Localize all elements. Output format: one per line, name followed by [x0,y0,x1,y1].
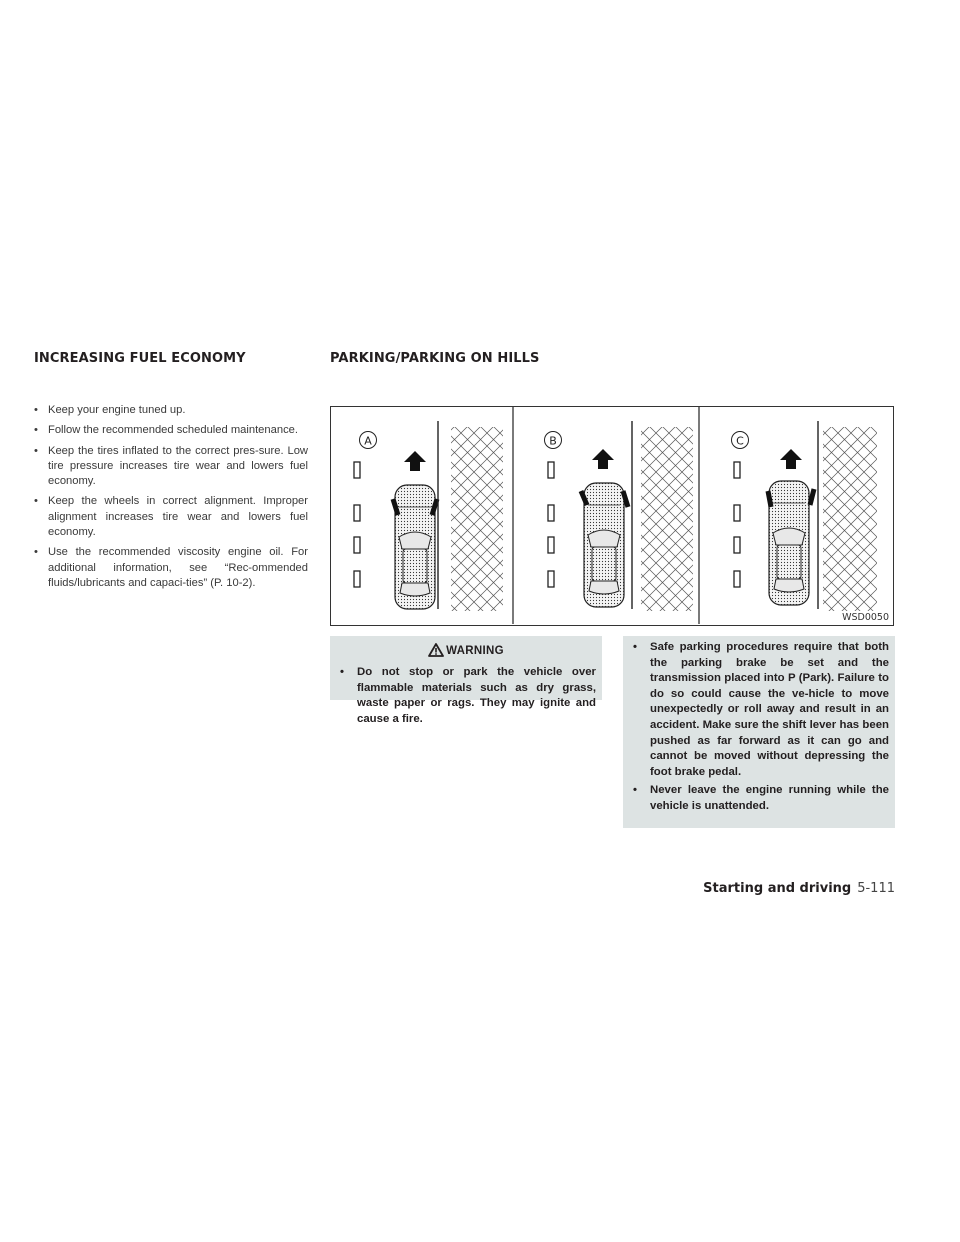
list-item: • Use the recommended viscosity engine oil. For additional information, see “Rec-ommended fluids/lubricants and capaci-ties” (P. 10-2). [34,546,308,589]
list-item: • Keep the wheels in correct alignment. Improper alignment increases tire wear and lowers fuel economy. [34,495,308,539]
parking-illustration [330,406,894,626]
label-a: A [364,434,372,448]
warning-box-left [330,636,602,725]
list-item: • Keep your engine tuned up. [34,404,186,416]
warning-box-right [623,636,895,828]
figure-code: WSD0050 [842,612,889,623]
warning-item: • Never leave the engine running while the vehicle is unattended. [633,784,889,812]
panel-a [354,421,503,611]
list-item: • Follow the recommended scheduled maintenance. [34,424,298,437]
footer-section-title: Starting and driving [703,881,852,896]
panel-b [545,421,694,611]
label-b: B [549,434,557,448]
warning-triangle-icon [428,643,444,657]
label-c: C [736,434,744,448]
page-footer [703,881,895,896]
warning-item: • Safe parking procedures require that both the parking brake be set and the transmission placed into P (Park). Failure to do so could cause the ve-hicle to move unexpectedly or roll away and result in an accident. Make sure the shift lever has been pushed as far forward as it can go and cannot be moved without depressing the foot brake pedal. [633,641,889,778]
fuel-economy-list [34,403,308,596]
section-heading-parking: PARKING/PARKING ON HILLS [330,351,540,366]
warning-list-right [630,640,889,818]
section-heading-fuel-economy: INCREASING FUEL ECONOMY [34,351,246,366]
list-item: • Keep the tires inflated to the correct pres-sure. Low tire pressure increases tire wear and lowers fuel economy. [34,444,308,488]
warning-list-left [337,665,596,730]
warning-title: WARNING [330,643,602,657]
warning-item: • Do not stop or park the vehicle over flammable materials such as dry grass, waste paper or rags. They may ignite and cause a fire. [340,666,596,725]
page-number: 5-111 [857,881,895,896]
panel-c [732,421,878,611]
